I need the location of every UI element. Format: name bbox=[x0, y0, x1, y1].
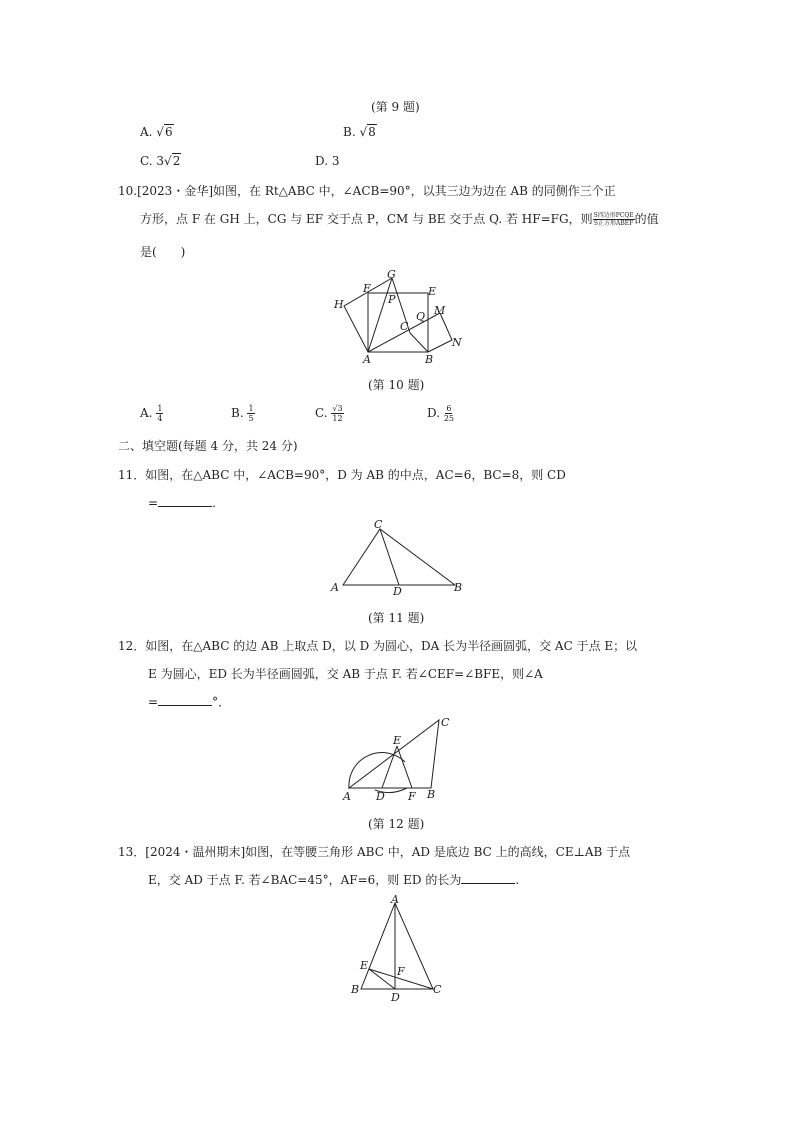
q13-seg-ed bbox=[369, 969, 395, 989]
q10-text2b: 的值 bbox=[634, 212, 659, 226]
q10-option-d-den: 25 bbox=[443, 414, 455, 423]
q11-label-a: A bbox=[331, 581, 339, 594]
q12-seg-ef bbox=[397, 746, 412, 788]
q12-line2: E 为圆心，ED 长为半径画圆弧，交 AB 于点 F. 若∠CEF=∠BFE，则∠A bbox=[148, 667, 543, 681]
q9-option-c-coef: 3 bbox=[156, 154, 165, 168]
q12-label-f: F bbox=[408, 790, 416, 803]
q12-label-a: A bbox=[343, 790, 351, 803]
q10-text2: 方形，点 F 在 GH 上，CG 与 EF 交于点 P，CM 与 BE 交于点 Q. 若 HF=FG，则 bbox=[140, 212, 593, 226]
q10-line2 bbox=[140, 210, 659, 227]
q10-area-ratio bbox=[593, 212, 635, 227]
q11-label-b: B bbox=[454, 581, 463, 594]
q10-option-d-frac bbox=[444, 404, 454, 423]
q12-label-d: D bbox=[376, 790, 385, 803]
q13-label-c: C bbox=[433, 983, 442, 996]
q11-period: . bbox=[212, 496, 216, 510]
q9-option-d bbox=[315, 154, 339, 168]
q12-line1: 12．如图，在△ABC 的边 AB 上取点 D，以 D 为圆心，DA 长为半径画圆弧，交 AC 于点 E；以 bbox=[118, 639, 638, 653]
q11-line2 bbox=[148, 494, 216, 510]
q11-label-c: C bbox=[374, 518, 383, 531]
q13-period: . bbox=[515, 873, 520, 887]
q10-line3: 是( ) bbox=[140, 245, 186, 259]
q12-label-b: B bbox=[427, 788, 436, 801]
q9-option-c: C. 3√2 bbox=[140, 154, 181, 168]
q10-option-d bbox=[427, 404, 454, 423]
q11-triangle-abc bbox=[343, 529, 455, 585]
q9-option-b: B. √8 bbox=[343, 125, 376, 139]
q10-option-c-frac bbox=[331, 404, 343, 423]
q10-label-q: Q bbox=[416, 310, 426, 323]
q10-label-f: F bbox=[363, 282, 371, 295]
q9-option-d-value: 3 bbox=[331, 154, 340, 168]
q11-label-d: D bbox=[393, 585, 402, 598]
q10-option-a-num: 1 bbox=[157, 404, 163, 413]
q11-caption: (第 11 题) bbox=[368, 611, 425, 625]
q10-option-b-frac bbox=[247, 404, 254, 423]
q13-label-f: F bbox=[397, 965, 405, 978]
q11-figure bbox=[325, 515, 470, 600]
q12-arc-d bbox=[349, 753, 405, 788]
q12-label-c: C bbox=[441, 716, 450, 729]
q9-caption: (第 9 题) bbox=[371, 100, 420, 114]
q13-answer-blank[interactable] bbox=[461, 871, 515, 884]
q10-option-a-label: A. bbox=[140, 406, 153, 420]
q10-option-d-label: D. bbox=[427, 406, 441, 420]
q10-option-d-num: 6 bbox=[446, 404, 452, 413]
q10-seg-cb bbox=[410, 333, 428, 352]
q10-label-a: A bbox=[363, 353, 371, 366]
q10-option-b-num: 1 bbox=[248, 404, 254, 413]
q10-caption: (第 10 题) bbox=[368, 378, 425, 392]
q9-option-c-label: C. bbox=[140, 154, 153, 168]
q11-answer-blank[interactable] bbox=[158, 494, 212, 507]
q10-option-a-frac bbox=[156, 404, 163, 423]
q9-option-a: A. √6 bbox=[140, 125, 173, 139]
q9-option-b-label: B. bbox=[343, 125, 356, 139]
q9-option-c-radicand: 2 bbox=[172, 154, 181, 168]
q12-equals: = bbox=[148, 695, 159, 709]
q10-label-g: G bbox=[387, 268, 396, 281]
q13-label-d: D bbox=[391, 991, 400, 1004]
q10-option-c bbox=[315, 404, 344, 423]
q10-option-b-den: 5 bbox=[248, 414, 254, 423]
q12-label-e: E bbox=[393, 734, 402, 747]
q13-line2 bbox=[148, 871, 519, 888]
q13-label-a: A bbox=[391, 893, 399, 906]
section-fill-in-title: 二、填空题(每题 4 分，共 24 分) bbox=[118, 439, 298, 453]
q10-figure bbox=[330, 268, 470, 368]
q13-line1: 13．[2024・温州期末]如图，在等腰三角形 ABC 中，AD 是底边 BC 上的高线，CE⊥AB 于点 bbox=[118, 845, 631, 859]
q12-figure bbox=[335, 712, 460, 807]
q10-option-c-den: 12 bbox=[332, 414, 343, 423]
q10-label-c: C bbox=[400, 320, 409, 333]
q12-line3 bbox=[148, 693, 230, 710]
q10-option-b-label: B. bbox=[231, 406, 244, 420]
q10-square-bcmn bbox=[428, 313, 452, 352]
q10-option-a bbox=[140, 404, 163, 423]
q10-label-m: M bbox=[434, 304, 446, 317]
q10-label-e: E bbox=[428, 285, 437, 298]
q10-text1: 如图，在 Rt△ABC 中，∠ACB=90°，以其三边为边在 AB 的同侧作三个正 bbox=[213, 184, 616, 198]
q10-source: [2023・金华] bbox=[137, 184, 213, 198]
q12-degree: °． bbox=[212, 695, 231, 709]
q10-label-n: N bbox=[452, 336, 462, 349]
q10-option-a-den: 4 bbox=[157, 414, 163, 423]
q12-caption: (第 12 题) bbox=[368, 817, 425, 831]
q10-option-c-num: √3 bbox=[332, 404, 343, 413]
q9-option-a-label: A. bbox=[140, 125, 153, 139]
q10-label-b: B bbox=[425, 353, 434, 366]
q10-label-p: P bbox=[388, 293, 396, 306]
q9-option-a-radicand: 6 bbox=[164, 125, 173, 139]
q10-ratio-den: S正方形ABEF bbox=[593, 220, 634, 227]
q10-option-b bbox=[231, 404, 255, 423]
q11-equals: = bbox=[148, 496, 159, 510]
q11-line1: 11．如图，在△ABC 中，∠ACB=90°，D 为 AB 的中点，AC=6，BC=8，则 CD bbox=[118, 468, 566, 482]
q13-label-e: E bbox=[360, 959, 369, 972]
q10-ratio-num: S四边形PCQE bbox=[593, 212, 634, 219]
q10-option-c-label: C. bbox=[315, 406, 328, 420]
q13-figure bbox=[345, 893, 450, 1005]
q12-answer-blank[interactable] bbox=[158, 693, 212, 706]
q9-option-d-label: D. bbox=[315, 154, 329, 168]
q10-line1 bbox=[118, 182, 616, 199]
q11-median-cd bbox=[380, 529, 399, 585]
q13-label-b: B bbox=[351, 983, 360, 996]
q13-text: E，交 AD 于点 F. 若∠BAC=45°，AF=6，则 ED 的长为 bbox=[148, 873, 462, 887]
q9-option-b-radicand: 8 bbox=[368, 125, 376, 139]
q10-number: 10. bbox=[118, 184, 138, 198]
q10-label-h: H bbox=[334, 298, 344, 311]
